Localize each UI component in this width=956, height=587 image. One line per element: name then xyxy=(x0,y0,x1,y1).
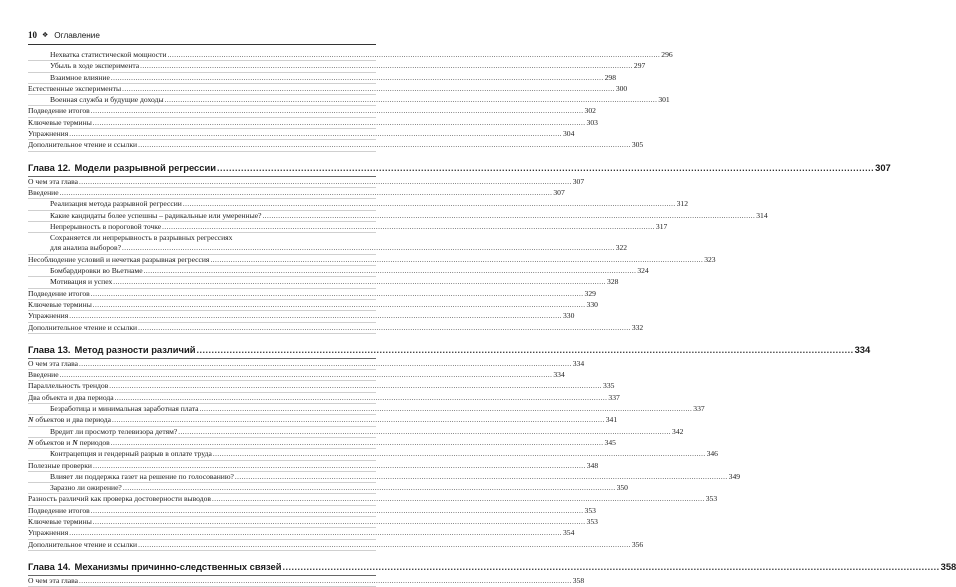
leader-dots xyxy=(79,576,572,586)
toc-entry[interactable] xyxy=(28,277,619,288)
entry-page: 297 xyxy=(633,61,646,71)
toc-entry[interactable] xyxy=(28,221,668,233)
ornament-icon: ❖ xyxy=(42,32,49,39)
entry-title: Реализация метода разрывной регрессии xyxy=(50,199,182,209)
leader-dots xyxy=(111,73,604,83)
entry-page: 345 xyxy=(604,437,616,447)
leader-dots xyxy=(168,50,661,60)
toc-entry[interactable] xyxy=(28,311,575,322)
entry-title: Военная служба и будущие доходы xyxy=(50,95,164,105)
entry-page: 296 xyxy=(661,50,673,59)
entry-page: 350 xyxy=(616,483,628,493)
leader-dots xyxy=(200,404,693,414)
entry-page: 348 xyxy=(586,460,599,470)
entry-page: 304 xyxy=(563,129,575,139)
entry-title: Бомбардировки во Вьетнаме xyxy=(50,266,143,276)
page-number: 10 xyxy=(28,30,37,40)
table-of-contents xyxy=(28,50,956,587)
entry-page: 323 xyxy=(704,254,716,264)
header-rule xyxy=(28,44,376,45)
entry-page: 330 xyxy=(563,311,575,321)
toc-entry[interactable] xyxy=(28,83,628,95)
entry-page: 334 xyxy=(553,370,565,380)
entry-page: 324 xyxy=(637,266,649,276)
leader-dots xyxy=(138,540,631,550)
entry-title: Какие кандидаты более успешны – радикальные или умеренные? xyxy=(50,210,262,220)
leader-dots xyxy=(91,506,584,516)
toc-entry[interactable] xyxy=(28,187,565,199)
entry-title: Дополнительное чтение и ссылки xyxy=(28,322,138,332)
entry-page: 349 xyxy=(728,471,741,481)
toc-entry[interactable] xyxy=(28,392,620,404)
leader-dots xyxy=(69,528,562,538)
entry-title: N объектов и N периодов xyxy=(28,437,110,447)
entry-title: Ключевые термины xyxy=(28,516,92,526)
entry-title: О чем эта глава xyxy=(28,575,78,585)
chapter-title: Модели разрывной регрессии xyxy=(74,161,217,173)
toc-entry[interactable] xyxy=(28,358,585,370)
toc-entry[interactable] xyxy=(28,516,598,528)
entry-title: Полезные проверки xyxy=(28,460,92,470)
leader-dots xyxy=(60,370,553,380)
toc-entry[interactable] xyxy=(28,505,596,517)
entry-title: Безработица и минимальная заработная плата xyxy=(50,404,199,414)
entry-title: Дополнительное чтение и ссылки xyxy=(28,539,138,549)
leader-dots xyxy=(217,160,874,176)
entry-title: Два объекта и два периода xyxy=(28,392,114,402)
entry-title: Несоблюдение условий и нечеткая разрывная регрессия xyxy=(28,254,210,264)
toc-entry[interactable] xyxy=(28,322,644,334)
chapter-title: Механизмы причинно-следственных связей xyxy=(74,560,282,572)
toc-entry[interactable] xyxy=(28,140,644,151)
entry-page: 328 xyxy=(607,277,619,287)
entry-page: 312 xyxy=(676,199,688,209)
entry-title: Вредит ли просмотр телевизора детям? xyxy=(50,426,178,436)
toc-entry[interactable] xyxy=(28,61,646,72)
entry-title: Нехватка статистической мощности xyxy=(50,50,167,59)
leader-dots xyxy=(183,199,676,209)
entry-page: 341 xyxy=(605,415,618,425)
leader-dots xyxy=(178,427,671,437)
entry-title: Контрацепция и гендерный разрыв в оплате труда xyxy=(50,449,212,459)
leader-dots xyxy=(69,311,562,321)
leader-dots xyxy=(122,243,615,253)
leader-dots xyxy=(138,140,631,150)
leader-dots xyxy=(69,129,562,139)
chapter-label: Глава 14. xyxy=(28,560,71,572)
entry-page: 346 xyxy=(706,449,718,459)
running-header xyxy=(28,28,376,42)
entry-page: 301 xyxy=(658,95,670,105)
entry-title: Подведение итогов xyxy=(28,106,90,116)
entry-title: Убыль в ходе эксперимента xyxy=(50,61,140,71)
chapter-page: 307 xyxy=(875,161,891,173)
toc-entry[interactable] xyxy=(28,370,565,381)
entry-page: 317 xyxy=(655,221,668,231)
entry-title: О чем эта глава xyxy=(28,176,78,186)
leader-dots xyxy=(112,415,605,425)
leader-dots xyxy=(79,177,572,187)
entry-page: 335 xyxy=(603,381,615,391)
toc-entry[interactable] xyxy=(28,72,616,84)
leader-dots xyxy=(235,472,728,482)
entry-title: Параллельность трендов xyxy=(28,381,109,391)
entry-page: 322 xyxy=(615,243,628,253)
toc-entry[interactable] xyxy=(28,471,741,483)
entry-title: Естественные эксперименты xyxy=(28,83,122,93)
entry-page: 307 xyxy=(572,176,585,186)
leader-dots xyxy=(60,188,553,198)
leader-dots xyxy=(111,438,604,448)
entry-page: 305 xyxy=(631,140,644,150)
toc-entry[interactable] xyxy=(28,50,673,61)
entry-title: Введение xyxy=(28,370,59,380)
leader-dots xyxy=(210,255,703,265)
entry-page: 353 xyxy=(705,494,718,504)
entry-page: 358 xyxy=(572,575,585,585)
toc-entry[interactable] xyxy=(28,449,718,460)
entry-title: Подведение итогов xyxy=(28,505,90,515)
chapter-heading[interactable] xyxy=(28,559,956,576)
entry-page: 314 xyxy=(756,210,768,220)
toc-entry[interactable] xyxy=(28,266,649,277)
toc-entry[interactable] xyxy=(28,106,596,117)
chapter-label: Глава 12. xyxy=(28,161,71,173)
leader-dots xyxy=(162,222,655,232)
leader-dots xyxy=(165,95,658,105)
entry-title: О чем эта глава xyxy=(28,358,78,368)
entry-page: 330 xyxy=(586,299,598,309)
toc-entry[interactable] xyxy=(28,460,599,472)
leader-dots xyxy=(93,118,586,128)
leader-dots xyxy=(91,289,584,299)
entry-page: 334 xyxy=(572,358,585,368)
toc-entry[interactable] xyxy=(28,426,684,438)
toc-entry[interactable] xyxy=(28,381,615,392)
leader-dots xyxy=(144,266,637,276)
entry-page: 302 xyxy=(584,106,596,116)
toc-entry[interactable] xyxy=(28,95,670,106)
entry-page: 342 xyxy=(672,426,684,436)
entry-title: N объектов и два периода xyxy=(28,415,111,425)
entry-page: 337 xyxy=(693,404,705,414)
entry-page: 300 xyxy=(615,83,628,93)
toc-entry[interactable] xyxy=(28,404,705,415)
entry-title: Взаимное влияние xyxy=(50,72,110,82)
leader-dots xyxy=(213,449,706,459)
entry-title: Ключевые термины xyxy=(28,117,92,127)
leader-dots xyxy=(93,461,586,471)
entry-title: Упражнения xyxy=(28,311,69,321)
chapter-page: 358 xyxy=(940,560,956,572)
entry-page: 298 xyxy=(604,72,616,82)
entry-title: Упражнения xyxy=(28,528,69,538)
chapter-label: Глава 13. xyxy=(28,343,71,355)
toc-entry[interactable] xyxy=(28,210,768,222)
toc-entry[interactable] xyxy=(28,539,644,551)
toc-entry[interactable] xyxy=(28,575,585,587)
leader-dots xyxy=(123,483,616,493)
toc-entry[interactable] xyxy=(28,129,575,140)
entry-page: 337 xyxy=(608,392,620,402)
entry-title: Ключевые термины xyxy=(28,299,92,309)
leader-dots xyxy=(113,277,606,287)
toc-entry[interactable] xyxy=(28,233,628,255)
toc-entry[interactable] xyxy=(28,199,688,210)
header-title: Оглавление xyxy=(54,30,100,40)
entry-page: 332 xyxy=(631,322,644,332)
chapter-heading[interactable] xyxy=(28,342,871,359)
toc-entry[interactable] xyxy=(28,288,596,300)
entry-title: Непрерывность в пороговой точке xyxy=(50,221,162,231)
chapter-title: Метод разности различий xyxy=(74,343,196,355)
leader-dots xyxy=(283,559,940,575)
entry-title-continued: для анализа выборов? xyxy=(50,243,121,253)
entry-page: 303 xyxy=(586,117,598,127)
leader-dots xyxy=(196,342,853,358)
chapter-page: 334 xyxy=(854,343,871,355)
chapter-heading[interactable] xyxy=(28,160,891,177)
entry-title: Влияет ли поддержка газет на решение по голосованию? xyxy=(50,471,234,481)
entry-title: Дополнительное чтение и ссылки xyxy=(28,140,138,150)
leader-dots xyxy=(109,381,602,391)
entry-title: Разность различий как проверка достоверности выводов xyxy=(28,494,211,504)
leader-dots xyxy=(122,84,615,94)
toc-entry[interactable] xyxy=(28,437,616,449)
entry-title: Заразно ли ожирение? xyxy=(50,483,122,493)
toc-entry[interactable] xyxy=(28,528,575,539)
toc-entry[interactable] xyxy=(28,254,716,266)
entry-page: 329 xyxy=(584,288,596,298)
entry-page: 353 xyxy=(584,505,596,515)
leader-dots xyxy=(138,323,631,333)
entry-title: Упражнения xyxy=(28,129,69,139)
leader-dots xyxy=(93,300,586,310)
leader-dots xyxy=(115,393,608,403)
toc-entry[interactable] xyxy=(28,176,585,188)
toc-entry[interactable] xyxy=(28,415,618,426)
entry-title: Введение xyxy=(28,187,59,197)
toc-entry[interactable] xyxy=(28,299,598,311)
leader-dots xyxy=(93,517,586,527)
leader-dots xyxy=(140,61,633,71)
toc-entry[interactable] xyxy=(28,117,598,129)
toc-entry[interactable] xyxy=(28,483,628,494)
entry-page: 354 xyxy=(563,528,575,538)
leader-dots xyxy=(262,211,755,221)
leader-dots xyxy=(212,494,705,504)
entry-page: 356 xyxy=(631,539,644,549)
leader-dots xyxy=(79,359,572,369)
entry-title: Сохраняется ли непрерывность в разрывных регрессиях xyxy=(50,233,233,243)
entry-title: Мотивация и успех xyxy=(50,277,113,287)
leader-dots xyxy=(91,106,584,116)
entry-page: 353 xyxy=(586,516,598,526)
entry-title: Подведение итогов xyxy=(28,288,90,298)
toc-entry[interactable] xyxy=(28,494,718,505)
entry-page: 307 xyxy=(553,187,565,197)
